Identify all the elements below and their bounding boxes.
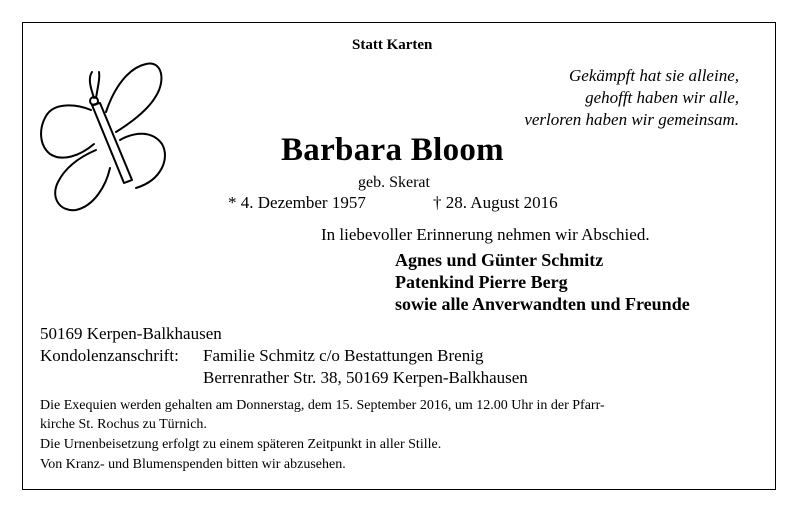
deceased-name: Barbara Bloom — [281, 132, 504, 168]
poem-line-1: Gekämpft hat sie alleine, — [569, 66, 739, 85]
notice-line: Die Urnenbeisetzung erfolgt zu einem späteren Zeitpunkt in aller Stille. — [40, 437, 442, 452]
notice-line: Von Kranz- und Blumenspenden bitten wir abzusehen. — [40, 457, 346, 472]
mourner-line: sowie alle Anverwandten und Freunde — [395, 294, 690, 314]
condolence-address-line-1: Familie Schmitz c/o Bestattungen Brenig — [203, 346, 484, 365]
mourner-line: Patenkind Pierre Berg — [395, 272, 568, 292]
butterfly-icon — [36, 60, 166, 220]
poem-line-2: gehofft haben wir alle, — [585, 88, 739, 107]
notice-line: kirche St. Rochus zu Türnich. — [40, 417, 207, 432]
header-title: Statt Karten — [352, 37, 433, 53]
poem-line-3: verloren haben wir gemeinsam. — [524, 110, 739, 129]
residence-city: 50169 Kerpen-Balkhausen — [40, 324, 222, 343]
remembrance-text: In liebevoller Erinnerung nehmen wir Abschied. — [321, 225, 650, 244]
death-date: † 28. August 2016 — [433, 193, 558, 212]
notice-line: Die Exequien werden gehalten am Donnerstag, dem 15. September 2016, um 12.00 Uhr in der Pfarr- — [40, 398, 605, 413]
maiden-name: geb. Skerat — [358, 174, 430, 191]
birth-date: * 4. Dezember 1957 — [228, 193, 366, 212]
condolence-label: Kondolenzanschrift: — [40, 346, 179, 365]
mourner-line: Agnes und Günter Schmitz — [395, 250, 604, 270]
condolence-address-line-2: Berrenrather Str. 38, 50169 Kerpen-Balkhausen — [203, 368, 528, 387]
